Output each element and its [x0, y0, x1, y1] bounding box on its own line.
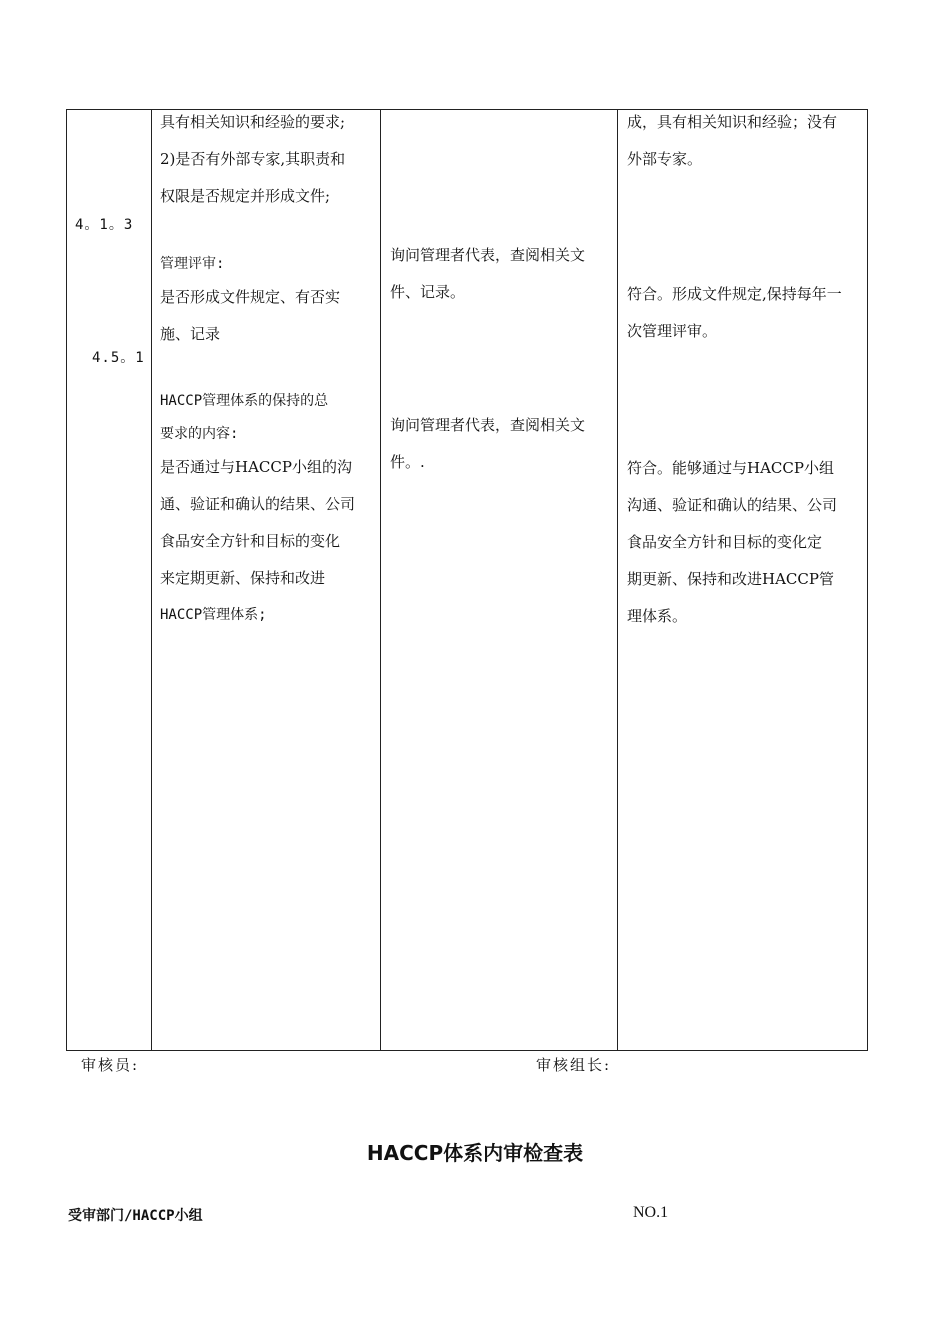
audit-result: 符合。能够通过与HACCP小组 沟通、验证和确认的结果、公司 食品安全方针和目标的变化定 期更新、保持和改进HACCP管 理体系。 [627, 459, 838, 625]
haccp-maintenance-requirement: HACCP管理体系的保持的总 要求的内容: 是否通过与HACCP小组的沟 通、验证和确认的结果、公司 食品安全方针和目标的变化 来定期更新、保持和改进 HACCP管理体系; [160, 393, 356, 623]
audit-result: 成，具有相关知识和经验；没有 外部专家。 [627, 113, 838, 168]
page-title: HACCP体系内审检查表 [366, 1141, 584, 1165]
audited-department: 受审部门/HACCP小组 [68, 1208, 203, 1224]
audit-leader-label: 审核组长: [536, 1056, 612, 1074]
auditor-label: 审核员: [81, 1056, 140, 1074]
requirement-text: 具有相关知识和经验的要求; 2)是否有外部专家,其职责和 权限是否规定并形成文件; [160, 113, 346, 205]
column-divider [617, 110, 618, 1050]
audit-method: 询问管理者代表，查阅相关文 件。. [390, 416, 586, 471]
clause-number: 4.5。1 [92, 350, 145, 366]
audit-method: 询问管理者代表，查阅相关文 件、记录。 [390, 246, 586, 301]
form-number: NO.1 [633, 1204, 669, 1221]
clause-number: 4。1。3 [75, 217, 134, 233]
management-review-requirement: 管理评审: 是否形成文件规定、有否实 施、记录 [160, 256, 341, 343]
column-divider [380, 110, 381, 1050]
column-divider [151, 110, 152, 1050]
audit-result: 符合。形成文件规定,保持每年一 次管理评审。 [627, 285, 842, 340]
